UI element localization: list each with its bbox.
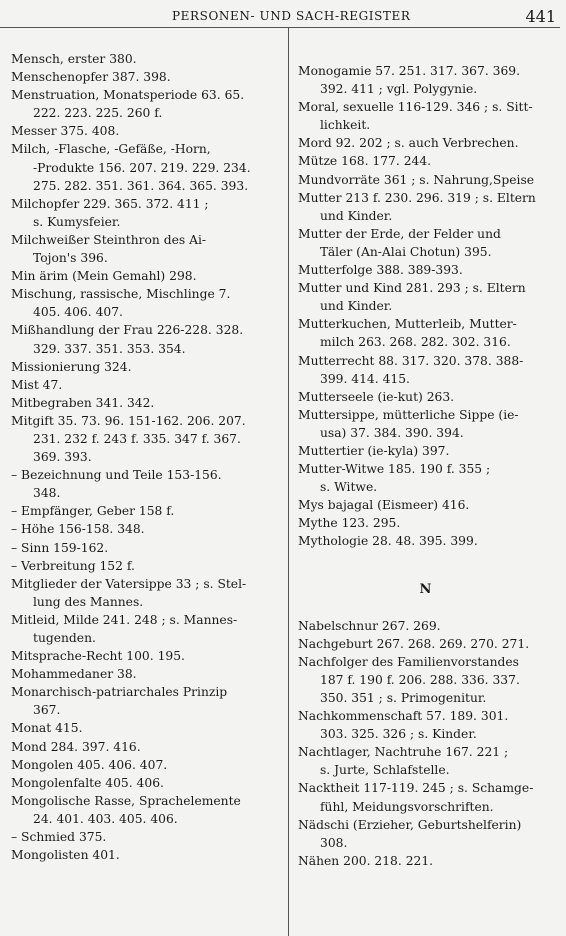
entry-text: Mutter-Witwe 185. 190 f. 355 ; bbox=[298, 462, 491, 477]
entry-continuation: tugenden. bbox=[33, 631, 96, 645]
entry-text: Mutterkuchen, Mutterleib, Mutter- bbox=[298, 317, 517, 332]
entry-text: Mundvorräte 361 ; s. Nahrung,Speise bbox=[298, 172, 535, 187]
index-entry bbox=[298, 779, 553, 815]
entry-text: – Schmied 375. bbox=[11, 830, 107, 845]
index-entry bbox=[298, 442, 553, 460]
index-entry bbox=[11, 122, 283, 140]
index-entry bbox=[11, 665, 283, 683]
index-entry bbox=[298, 225, 553, 261]
entry-continuation: und Kinder. bbox=[320, 208, 393, 223]
entry-continuation: milch 263. 268. 282. 302. 316. bbox=[320, 335, 511, 350]
index-entry bbox=[298, 635, 553, 653]
index-entry bbox=[11, 719, 283, 737]
index-entry bbox=[11, 647, 283, 665]
entry-text: – Bezeichnung und Teile 153-156. bbox=[11, 468, 222, 483]
entry-text: Mythologie 28. 48. 395. 399. bbox=[298, 534, 478, 549]
entry-text: Mys bajagal (Eismeer) 416. bbox=[298, 498, 470, 513]
index-entry bbox=[11, 520, 283, 538]
right-column bbox=[298, 62, 553, 870]
entry-text: Mond 284. 397. 416. bbox=[11, 739, 141, 754]
entry-continuation: 399. 414. 415. bbox=[320, 371, 410, 386]
entry-continuation: s. Jurte, Schlafstelle. bbox=[320, 763, 450, 778]
entry-text: Mongolische Rasse, Sprachelemente bbox=[11, 793, 241, 808]
entry-continuation: 329. 337. 351. 353. 354. bbox=[33, 341, 186, 356]
index-entry bbox=[298, 352, 553, 388]
entry-text: Mutterfolge 388. 389-393. bbox=[298, 263, 463, 278]
right-column-m-entries bbox=[298, 62, 553, 551]
entry-text: Mutterrecht 88. 317. 320. 378. 388- bbox=[298, 353, 524, 368]
index-entry bbox=[298, 460, 553, 496]
index-entry bbox=[11, 412, 283, 466]
index-entry bbox=[11, 358, 283, 376]
entry-text: Mitgift 35. 73. 96. 151-162. 206. 207. bbox=[11, 413, 246, 428]
entry-text: Nachfolger des Familienvorstandes bbox=[298, 654, 519, 669]
entry-continuation: s. Witwe. bbox=[320, 480, 378, 495]
section-gap bbox=[298, 551, 553, 569]
entry-text: Mythe 123. 295. bbox=[298, 516, 401, 531]
entry-text: Nacktheit 117-119. 245 ; s. Schamge- bbox=[298, 781, 534, 796]
entry-continuation: usa) 37. 384. 390. 394. bbox=[320, 425, 464, 440]
section-gap bbox=[298, 569, 553, 581]
index-entry bbox=[11, 846, 283, 864]
entry-continuation: 348. bbox=[33, 486, 61, 501]
index-entry bbox=[298, 98, 553, 134]
entry-continuation: Täler (An-Alai Chotun) 395. bbox=[320, 244, 492, 259]
header-rule bbox=[0, 27, 560, 28]
index-entry bbox=[11, 68, 283, 86]
index-entry bbox=[11, 502, 283, 520]
index-entry bbox=[11, 557, 283, 575]
index-entry bbox=[298, 653, 553, 707]
index-entry bbox=[11, 756, 283, 774]
entry-text: Nädschi (Erzieher, Geburtshelferin) bbox=[298, 817, 522, 832]
entry-text: Nachkommenschaft 57. 189. 301. bbox=[298, 709, 509, 724]
index-entry bbox=[11, 575, 283, 611]
entry-text: Nachgeburt 267. 268. 269. 270. 271. bbox=[298, 636, 530, 651]
index-entry bbox=[11, 774, 283, 792]
index-entry bbox=[298, 62, 553, 98]
index-entry bbox=[11, 86, 283, 122]
entry-continuation: 222. 223. 225. 260 f. bbox=[33, 106, 163, 121]
entry-continuation: 275. 282. 351. 361. 364. 365. 393. bbox=[33, 178, 249, 193]
entry-text: Mord 92. 202 ; s. auch Verbrechen. bbox=[298, 136, 519, 151]
index-entry bbox=[11, 738, 283, 756]
index-entry bbox=[298, 496, 553, 514]
entry-text: Nachtlager, Nachtruhe 167. 221 ; bbox=[298, 745, 509, 760]
index-entry bbox=[11, 394, 283, 412]
running-head-title: PERSONEN- UND SACH-REGISTER bbox=[172, 9, 411, 23]
index-entry bbox=[11, 140, 283, 194]
entry-text: Nabelschnur 267. 269. bbox=[298, 618, 441, 633]
entry-text: Milchweißer Steinthron des Ai- bbox=[11, 232, 207, 247]
running-head bbox=[0, 0, 566, 34]
entry-text: Nähen 200. 218. 221. bbox=[298, 853, 434, 868]
index-entry bbox=[298, 189, 553, 225]
entry-text: Mongolenfalte 405. 406. bbox=[11, 775, 164, 790]
entry-continuation: 405. 406. 407. bbox=[33, 305, 123, 320]
index-entry bbox=[11, 195, 283, 231]
index-entry bbox=[11, 376, 283, 394]
index-entry bbox=[11, 231, 283, 267]
entry-text: Mutter der Erde, der Felder und bbox=[298, 226, 501, 241]
index-entry bbox=[11, 828, 283, 846]
entry-text: Min ärim (Mein Gemahl) 298. bbox=[11, 269, 197, 284]
index-entry bbox=[298, 707, 553, 743]
entry-text: Mitsprache-Recht 100. 195. bbox=[11, 649, 185, 664]
entry-text: Muttertier (ie-kyla) 397. bbox=[298, 443, 450, 458]
index-entry bbox=[11, 285, 283, 321]
index-entry bbox=[298, 388, 553, 406]
entry-text: – Sinn 159-162. bbox=[11, 540, 109, 555]
entry-continuation: 24. 401. 403. 405. 406. bbox=[33, 811, 178, 826]
entry-text: Mutter 213 f. 230. 296. 319 ; s. Eltern bbox=[298, 190, 536, 205]
entry-text: Menstruation, Monatsperiode 63. 65. bbox=[11, 88, 245, 103]
index-entry bbox=[298, 279, 553, 315]
index-entry bbox=[11, 683, 283, 719]
entry-text: Mißhandlung der Frau 226-228. 328. bbox=[11, 323, 244, 338]
entry-text: Menschenopfer 387. 398. bbox=[11, 70, 171, 85]
entry-text: Moral, sexuelle 116-129. 346 ; s. Sitt- bbox=[298, 100, 533, 115]
index-entry bbox=[11, 267, 283, 285]
index-entry bbox=[298, 617, 553, 635]
entry-text: Mohammedaner 38. bbox=[11, 667, 137, 682]
entry-continuation: fühl, Meidungsvorschriften. bbox=[320, 799, 494, 814]
index-entry bbox=[298, 514, 553, 532]
entry-continuation: 350. 351 ; s. Primogenitur. bbox=[320, 691, 487, 705]
entry-continuation: und Kinder. bbox=[320, 299, 393, 314]
index-entry bbox=[298, 261, 553, 279]
entry-text: Messer 375. 408. bbox=[11, 124, 120, 139]
entry-text: Mongolen 405. 406. 407. bbox=[11, 757, 168, 772]
entry-continuation: 392. 411 ; vgl. Polygynie. bbox=[320, 82, 478, 97]
entry-text: – Höhe 156-158. 348. bbox=[11, 522, 145, 537]
index-entry bbox=[298, 152, 553, 170]
entry-text: – Verbreitung 152 f. bbox=[11, 558, 135, 573]
entry-text: Mongolisten 401. bbox=[11, 848, 120, 863]
entry-continuation: Tojon's 396. bbox=[33, 251, 108, 266]
section-gap bbox=[298, 599, 553, 617]
entry-text: Milchopfer 229. 365. 372. 411 ; bbox=[11, 196, 209, 211]
entry-continuation: s. Kumysfeier. bbox=[33, 214, 121, 229]
section-letter: N bbox=[419, 581, 432, 597]
index-entry bbox=[11, 792, 283, 828]
entry-continuation: 369. 393. bbox=[33, 450, 92, 465]
entry-text: Monarchisch-patriarchales Prinzip bbox=[11, 685, 228, 700]
page-number: 441 bbox=[525, 7, 556, 26]
entry-text: Mischung, rassische, Mischlinge 7. bbox=[11, 287, 231, 302]
index-entry bbox=[298, 743, 553, 779]
entry-continuation: 187 f. 190 f. 206. 288. 336. 337. bbox=[320, 672, 520, 687]
index-entry bbox=[298, 406, 553, 442]
entry-text: Mitglieder der Vatersippe 33 ; s. Stel- bbox=[11, 576, 247, 591]
entry-text: Monat 415. bbox=[11, 721, 83, 736]
entry-continuation: 308. bbox=[320, 835, 348, 850]
entry-text: Missionierung 324. bbox=[11, 359, 132, 374]
entry-text: Mutterseele (ie-kut) 263. bbox=[298, 389, 455, 404]
entry-text: Mütze 168. 177. 244. bbox=[298, 154, 432, 169]
entry-text: Mitbegraben 341. 342. bbox=[11, 395, 155, 410]
entry-continuation: 367. bbox=[33, 703, 61, 718]
index-entry bbox=[298, 171, 553, 189]
index-entry bbox=[298, 134, 553, 152]
entry-continuation: lichkeit. bbox=[320, 118, 371, 133]
entry-text: Mist 47. bbox=[11, 377, 63, 392]
entry-continuation: 303. 325. 326 ; s. Kinder. bbox=[320, 727, 477, 742]
entry-text: Monogamie 57. 251. 317. 367. 369. bbox=[298, 64, 521, 78]
entry-continuation: -Produkte 156. 207. 219. 229. 234. bbox=[33, 160, 251, 175]
entry-text: Mensch, erster 380. bbox=[11, 52, 137, 66]
index-entry bbox=[298, 852, 553, 870]
index-entry bbox=[11, 539, 283, 557]
index-entry bbox=[298, 532, 553, 550]
entry-text: Mitleid, Milde 241. 248 ; s. Mannes- bbox=[11, 612, 238, 627]
entry-text: – Empfänger, Geber 158 f. bbox=[11, 504, 175, 519]
index-entry bbox=[11, 466, 283, 502]
entry-text: Mutter und Kind 281. 293 ; s. Eltern bbox=[298, 281, 526, 296]
index-entry bbox=[11, 611, 283, 647]
entry-text: Muttersippe, mütterliche Sippe (ie- bbox=[298, 407, 519, 422]
index-entry bbox=[298, 315, 553, 351]
index-entry bbox=[298, 816, 553, 852]
index-entry bbox=[11, 50, 283, 68]
column-divider bbox=[288, 28, 289, 936]
left-column bbox=[11, 50, 283, 864]
entry-text: Milch, -Flasche, -Gefäße, -Horn, bbox=[11, 142, 211, 157]
entry-continuation: lung des Mannes. bbox=[33, 594, 144, 609]
index-entry bbox=[11, 321, 283, 357]
entry-continuation: 231. 232 f. 243 f. 335. 347 f. 367. bbox=[33, 431, 241, 446]
right-column-n-entries bbox=[298, 617, 553, 870]
